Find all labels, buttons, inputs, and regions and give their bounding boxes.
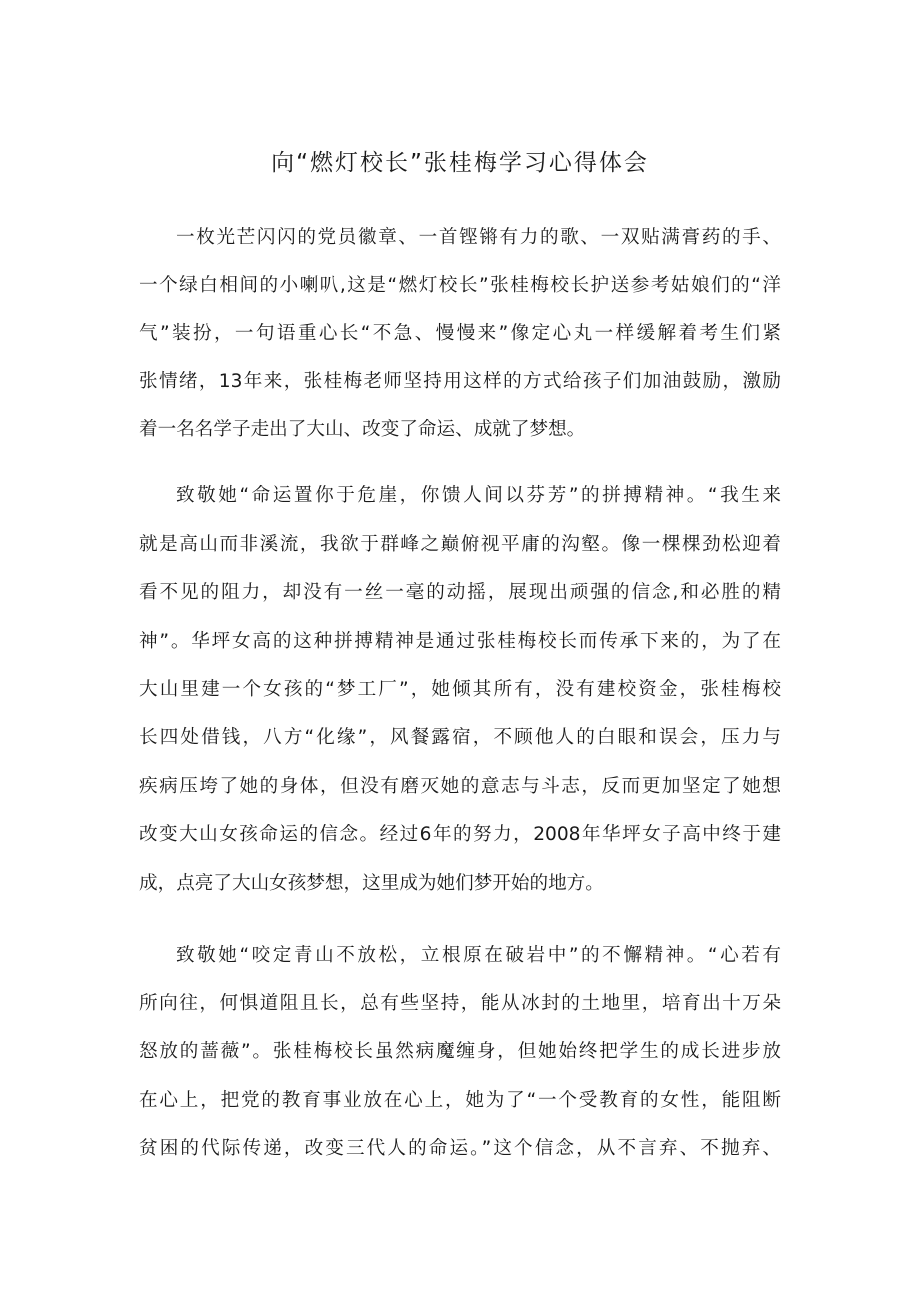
paragraph-2-line-2: 就是高山而非溪流，我欲于群峰之巅俯视平庸的沟壑。像一棵棵劲松迎着 xyxy=(139,534,781,555)
paragraph-2-line-9: 成，点亮了大山女孩梦想，这里成为她们梦开始的地方。 xyxy=(139,873,604,894)
paragraph-3-line-3: 怒放的蔷薇”。张桂梅校长虽然病魔缠身，但她始终把学生的成长进步放 xyxy=(139,1041,781,1062)
paragraph-1-line-1: 一枚光芒闪闪的党员徽章、一首铿锵有力的歌、一双贴满膏药的手、 xyxy=(176,227,781,248)
paragraph-1-line-5: 着一名名学子走出了大山、改变了命运、成就了梦想。 xyxy=(139,419,586,440)
paragraph-1-line-4: 张情绪，13年来，张桂梅老师坚持用这样的方式给孩子们加油鼓励，激励 xyxy=(139,371,781,392)
paragraph-1-line-3: 气”装扮，一句语重心长“不急、慢慢来”像定心丸一样缓解着考生们紧 xyxy=(139,323,781,344)
paragraph-2-line-5: 大山里建一个女孩的“梦工厂”，她倾其所有，没有建校资金，张桂梅校 xyxy=(139,679,781,700)
paragraph-3-line-5: 贫困的代际传递，改变三代人的命运。”这个信念，从不言弃、不抛弃、 xyxy=(139,1138,781,1159)
paragraph-2-line-4: 神”。华坪女高的这种拼搏精神是通过张桂梅校长而传承下来的，为了在 xyxy=(139,631,781,652)
paragraph-3-line-2: 所向往，何惧道阻且长，总有些坚持，能从冰封的土地里，培育出十万朵 xyxy=(139,993,781,1014)
paragraph-2-line-1: 致敬她“命运置你于危崖，你馈人间以芬芳”的拼搏精神。“我生来 xyxy=(176,485,781,506)
paragraph-2-line-8: 改变大山女孩命运的信念。经过6年的努力，2008年华坪女子高中终于建 xyxy=(139,824,781,845)
paragraph-2-line-7: 疾病压垮了她的身体，但没有磨灭她的意志与斗志，反而更加坚定了她想 xyxy=(139,776,781,797)
document-title: 向“燃灯校长”张桂梅学习心得体会 xyxy=(271,150,649,176)
paragraph-1-line-2: 一个绿白相间的小喇叭,这是“燃灯校长”张桂梅校长护送参考姑娘们的“洋 xyxy=(139,275,781,296)
paragraph-2-line-3: 看不见的阻力，却没有一丝一毫的动摇，展现出顽强的信念,和必胜的精 xyxy=(139,582,781,603)
paragraph-3-line-4: 在心上，把党的教育事业放在心上，她为了“一个受教育的女性，能阻断 xyxy=(139,1090,781,1111)
paragraph-3-line-1: 致敬她“咬定青山不放松，立根原在破岩中”的不懈精神。“心若有 xyxy=(176,945,781,966)
paragraph-2-line-6: 长四处借钱，八方“化缘”，风餐露宿，不顾他人的白眼和误会，压力与 xyxy=(139,727,781,748)
